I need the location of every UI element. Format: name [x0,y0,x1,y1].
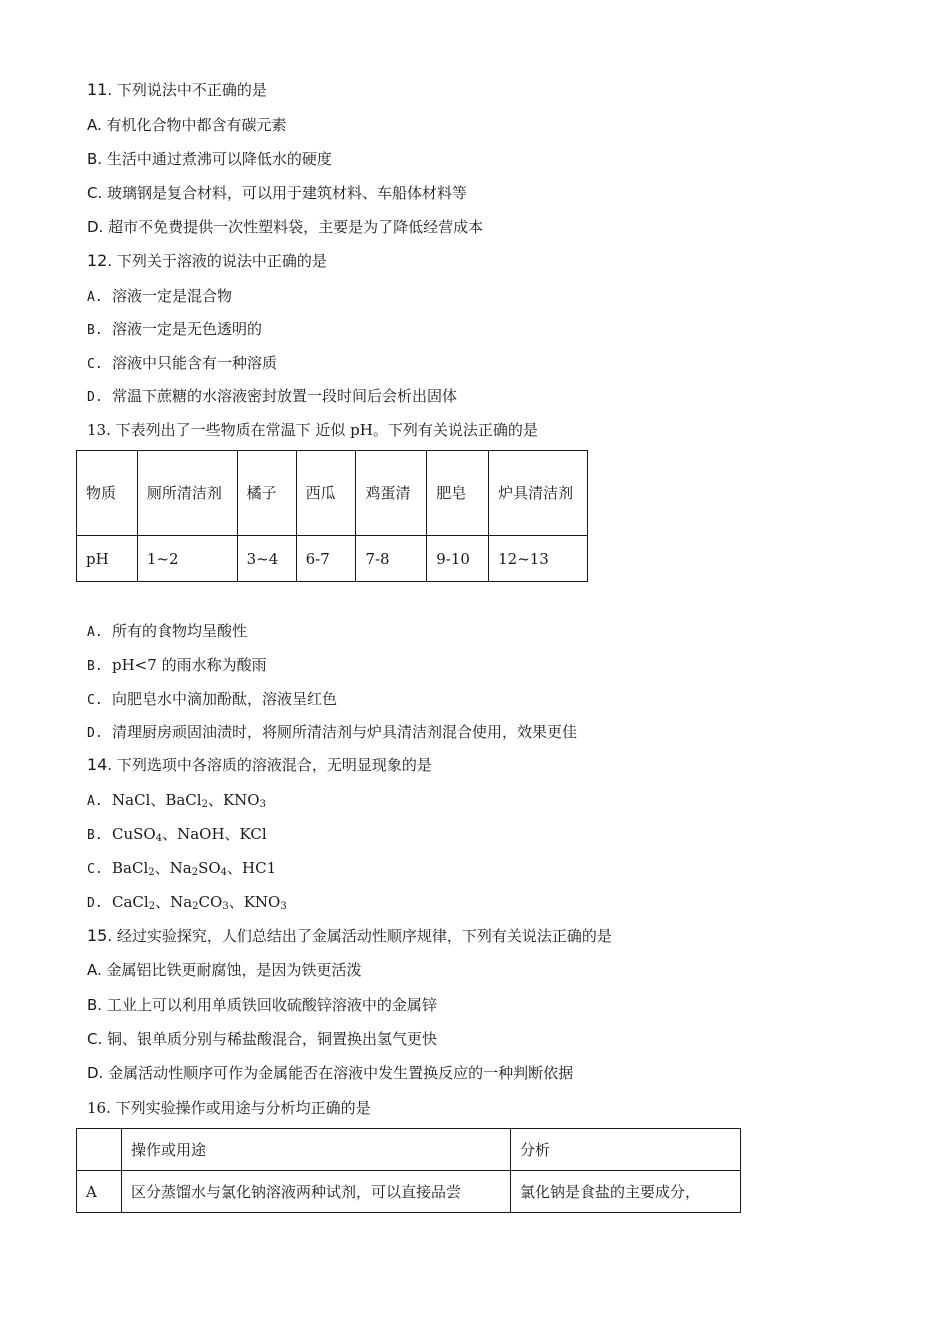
question-number: 11 [87,80,108,99]
q16-stem: 16. 下列实验操作或用途与分析均正确的是 [87,1099,371,1117]
q13-option-d: D. 清理厨房顽固油渍时，将厕所清洁剂与炉具清洁剂混合使用，效果更佳 [87,723,578,741]
q13-option-a: A. 所有的食物均呈酸性 [87,622,248,640]
q11-stem: 11. 下列说法中不正确的是 [87,80,267,99]
q12-option-a: A. 溶液一定是混合物 [87,287,233,305]
table-cell: 炉具清洁剂 [489,451,588,536]
experiment-table [76,1128,741,1213]
table-row [77,1171,741,1213]
q14-option-a: A. NaCl、BaCl$_2$、$KNO_3$ [87,791,266,810]
question-number: 15 [87,926,108,945]
table-cell: 橘子 [237,451,296,536]
table-cell: 分析 [511,1129,741,1171]
table-cell: A [77,1171,122,1213]
q12-option-c: C. 溶液中只能含有一种溶质 [87,354,278,372]
table-cell: 区分蒸馏水与氯化钠溶液两种试剂，可以直接品尝 [122,1171,511,1213]
q13-stem: 13. 下表列出了一些物质在常温下 近似 pH。下列有关说法正确的是 [87,421,538,439]
table-cell [77,1129,122,1171]
q12-stem: 12. 下列关于溶液的说法中正确的是 [87,251,327,270]
q15-option-d: D. 金属活动性顺序可作为金属能否在溶液中发生置换反应的一种判断依据 [87,1064,574,1082]
table-cell: 1~2 [137,536,237,582]
table-cell: 操作或用途 [122,1129,511,1171]
table-row [77,536,588,582]
q14-stem: 14. 下列选项中各溶质的溶液混合，无明显现象的是 [87,755,432,774]
table-cell: 12~13 [489,536,588,582]
table-cell: 氯化钠是食盐的主要成分， [511,1171,741,1213]
q15-option-c: C. 铜、银单质分别与稀盐酸混合，铜置换出氢气更快 [87,1030,438,1048]
question-number: 12 [87,251,108,270]
table-cell: 肥皂 [427,451,489,536]
q11-option-b: B. 生活中通过煮沸可以降低水的硬度 [87,150,332,168]
table-row [77,1129,741,1171]
q14-option-d: D. CaCl$_2$、$Na_2CO_3$、$KNO_3$ [87,893,287,912]
table-cell: pH [77,536,138,582]
table-cell: 6-7 [296,536,356,582]
table-cell: 9-10 [427,536,489,582]
q15-option-a: A. 金属铝比铁更耐腐蚀，是因为铁更活泼 [87,961,362,979]
q13-option-c: C. 向肥皂水中滴加酚酞，溶液呈红色 [87,690,338,708]
table-cell: 7-8 [356,536,427,582]
table-cell: 鸡蛋清 [356,451,427,536]
table-row [77,451,588,536]
q12-option-b: B. 溶液一定是无色透明的 [87,320,263,338]
q11-option-d: D. 超市不免费提供一次性塑料袋，主要是为了降低经营成本 [87,218,484,236]
q13-option-b: B. pH<7 的雨水称为酸雨 [87,656,267,674]
q12-option-d: D. 常温下蔗糖的水溶液密封放置一段时间后会析出固体 [87,387,458,405]
table-cell: 厕所清洁剂 [137,451,237,536]
table-cell: 西瓜 [296,451,356,536]
q11-option-c: C. 玻璃钢是复合材料，可以用于建筑材料、车船体材料等 [87,184,468,202]
q15-option-b: B. 工业上可以利用单质铁回收硫酸锌溶液中的金属锌 [87,996,437,1014]
q15-stem: 15. 经过实验探究，人们总结出了金属活动性顺序规律，下列有关说法正确的是 [87,926,612,945]
q11-option-a: A. 有机化合物中都含有碳元素 [87,116,287,134]
q14-option-c: C. BaCl$_2$、$Na_2SO_4$、HC1 [87,859,277,878]
ph-table [76,450,588,582]
q14-option-b: B. CuSO$_4$、NaOH、KCl [87,825,267,844]
table-cell: 物质 [77,451,138,536]
question-number: 14 [87,755,108,774]
table-cell: 3~4 [237,536,296,582]
